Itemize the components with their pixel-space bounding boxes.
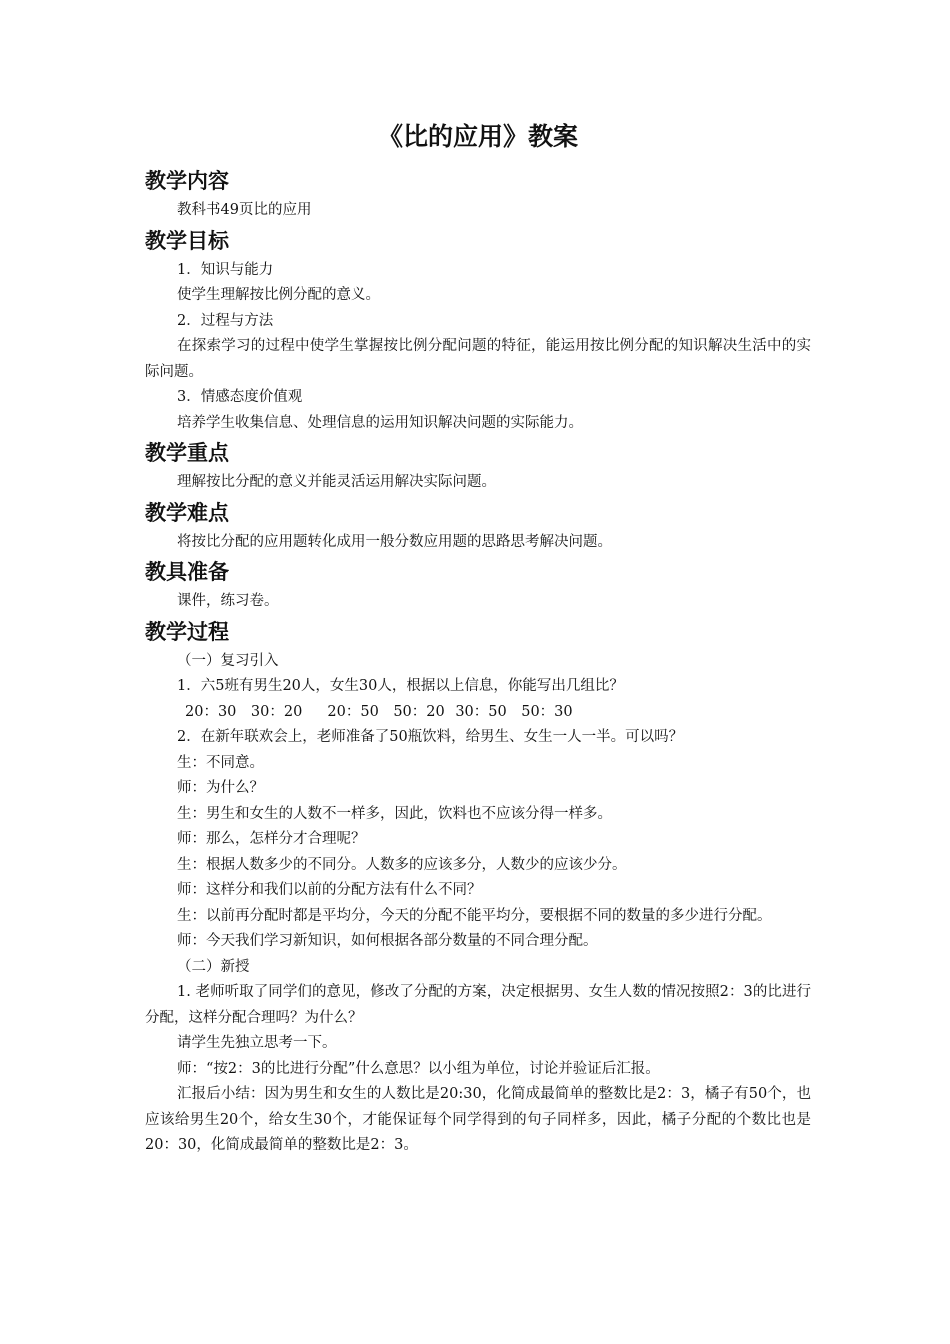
paragraph-ratios: 20：30 30：20 20：50 50：20 30：50 50：30 [185,703,573,720]
section-heading-goals: 教学目标 [145,228,229,253]
paragraph: 使学生理解按比例分配的意义。 [177,287,380,303]
document-body [145,118,811,1159]
paragraph: 请学生先独立思考一下。 [177,1035,337,1051]
paragraph: 生：不同意。 [177,754,264,771]
paragraph: 在探索学习的过程中使学生掌握按比例分配问题的特征，能运用按比例分配的知识解决生活中的实际问题。 [145,338,811,380]
paragraph: 课件，练习卷。 [177,593,279,609]
paragraph: （二）新授 [177,958,250,975]
paragraph: 1. 老师听取了同学们的意见，修改了分配的方案，决定根据男、女生人数的情况按照2：3的比进行分配，这样分配合理吗？为什么？ [145,984,811,1026]
paragraph: 理解按比分配的意义并能灵活运用解决实际问题。 [177,474,496,490]
paragraph: 2．在新年联欢会上，老师准备了50瓶饮料，给男生、女生一人一半。可以吗？ [177,729,684,745]
section-heading-process: 教学过程 [145,619,229,644]
section-heading-key-points: 教学重点 [145,441,229,465]
section-heading-difficulties: 教学难点 [145,500,229,525]
paragraph: 将按比分配的应用题转化成用一般分数应用题的思路思考解决问题。 [177,533,612,550]
paragraph: 汇报后小结：因为男生和女生的人数比是20:30，化简成最简单的整数比是2：3，橘子有50个，也应该给男生20个，给女生30个，才能保证每个同学得到的句子同样多，因此，橘子分配的个数比也是20：30，化简成最简单的整数比是2：3。 [145,1086,811,1153]
paragraph: （一）复习引入 [177,652,279,669]
paragraph: 师：那么，怎样分才合理呢？ [177,831,366,847]
paragraph: 生：以前再分配时都是平均分，今天的分配不能平均分，要根据不同的数量的多少进行分配。 [177,907,772,924]
paragraph: 师：这样分和我们以前的分配方法有什么不同？ [177,882,482,898]
paragraph: 3．情感态度价值观 [177,389,303,405]
paragraph: 1．六5班有男生20人，女生30人，根据以上信息，你能写出几组比？ [177,678,624,694]
paragraph: 生：男生和女生的人数不一样多，因此，饮料也不应该分得一样多。 [177,805,612,822]
paragraph: 教科书49页比的应用 [177,202,312,218]
paragraph: 培养学生收集信息、处理信息的运用知识解决问题的实际能力。 [177,414,583,431]
paragraph: 师：为什么？ [177,780,264,796]
document-title: 《比的应用》教案 [377,122,578,151]
paragraph: 生：根据人数多少的不同分。人数多的应该多分，人数少的应该少分。 [177,856,627,873]
paragraph: 师：“按2：3的比进行分配”什么意思？以小组为单位，讨论并验证后汇报。 [177,1060,660,1077]
paragraph: 师：今天我们学习新知识，如何根据各部分数量的不同合理分配。 [177,933,598,949]
section-heading-materials: 教具准备 [145,560,229,584]
paragraph: 2．过程与方法 [177,312,274,329]
section-heading-content: 教学内容 [145,169,229,193]
paragraph: 1．知识与能力 [177,261,274,278]
